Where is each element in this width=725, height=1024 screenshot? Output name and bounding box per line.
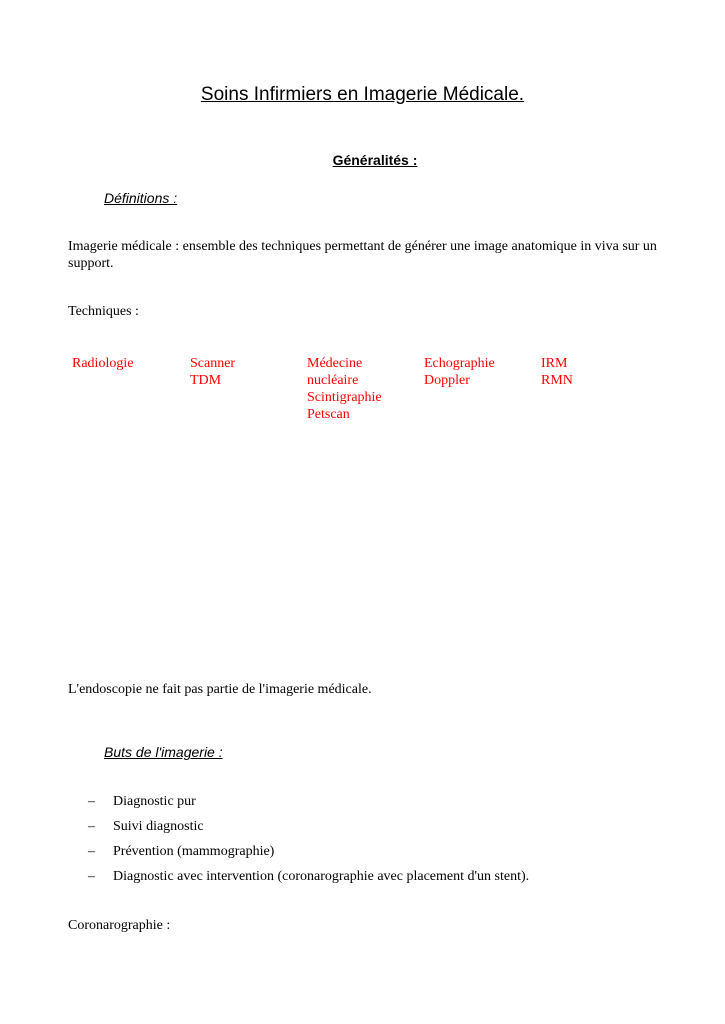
definition-paragraph: Imagerie médicale : ensemble des techniques permettant de générer une image anatomique in viva sur un support.: [68, 239, 657, 271]
section-title: Généralités :: [332, 152, 418, 168]
technique-item: Radiologie: [72, 356, 134, 371]
list-item: [88, 793, 529, 818]
technique-column: [424, 355, 495, 389]
technique-column: [190, 355, 235, 389]
definitions-heading: Définitions :: [104, 190, 178, 206]
goals-heading: Buts de l'imagerie :: [104, 744, 223, 760]
page-title: Soins Infirmiers en Imagerie Médicale.: [200, 84, 525, 105]
goals-list: [88, 793, 529, 893]
technique-column: [541, 355, 573, 389]
list-item: [88, 843, 529, 868]
bullet-dash: –: [88, 794, 95, 809]
technique-item: Echographie: [424, 356, 495, 371]
technique-item: RMN: [541, 373, 573, 388]
technique-column: [72, 355, 133, 372]
techniques-label: Techniques :: [68, 304, 139, 319]
technique-item: TDM: [190, 373, 222, 388]
list-item: [88, 818, 529, 843]
technique-item: Médecine: [307, 356, 363, 371]
goal-text: Prévention (mammographie): [113, 844, 275, 859]
list-item: [88, 868, 529, 893]
endoscopy-note: L'endoscopie ne fait pas partie de l'imagerie médicale.: [68, 682, 372, 697]
bullet-dash: –: [88, 819, 95, 834]
goal-text: Diagnostic pur: [113, 794, 196, 809]
coronarography-label: Coronarographie :: [68, 918, 171, 933]
bullet-dash: –: [88, 844, 95, 859]
technique-item: Doppler: [424, 373, 470, 388]
technique-item: IRM: [541, 356, 568, 371]
goal-text: Diagnostic avec intervention (coronarographie avec placement d'un stent).: [113, 869, 530, 884]
goal-text: Suivi diagnostic: [113, 819, 204, 834]
technique-column: [307, 355, 382, 423]
technique-item: Scanner: [190, 356, 236, 371]
bullet-dash: –: [88, 869, 95, 884]
technique-item: Petscan: [307, 407, 350, 422]
technique-item: nucléaire: [307, 373, 359, 388]
technique-item: Scintigraphie: [307, 390, 382, 405]
